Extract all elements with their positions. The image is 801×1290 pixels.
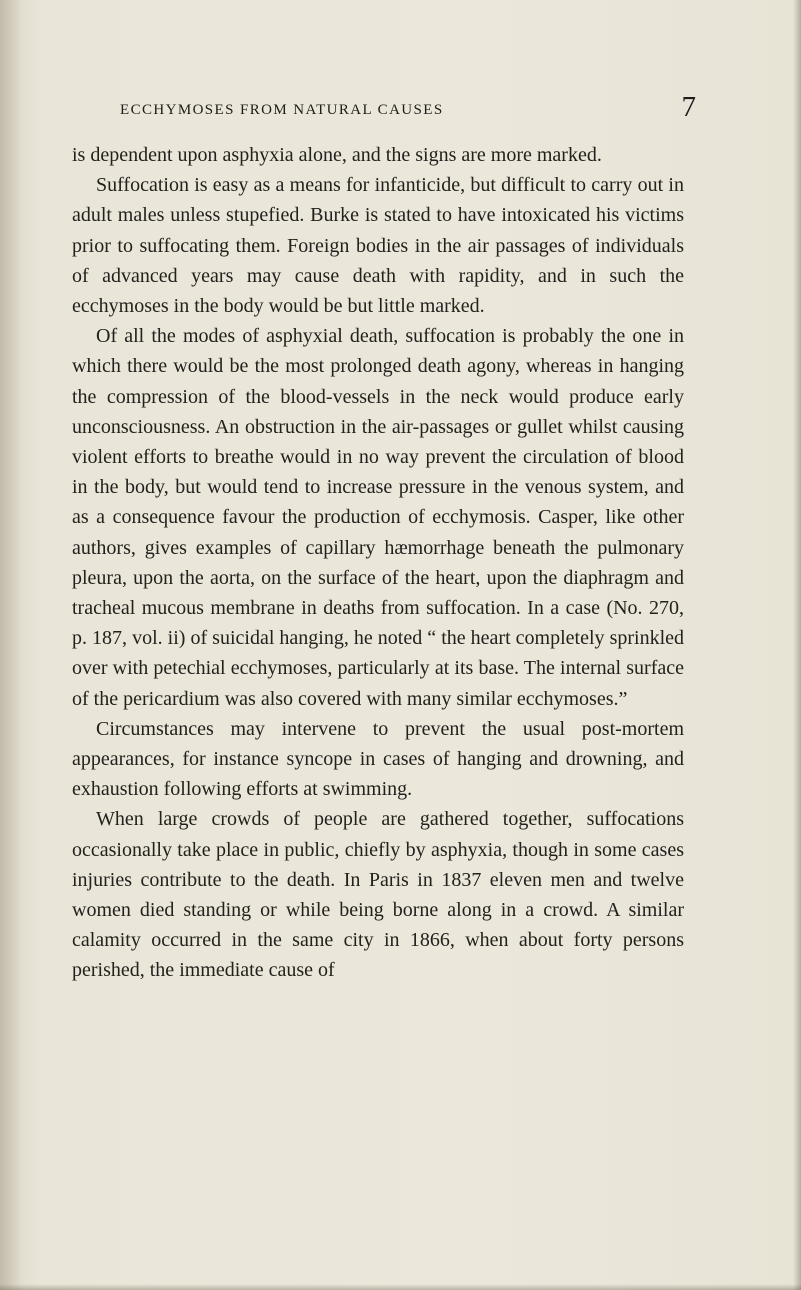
running-title: ECCHYMOSES FROM NATURAL CAUSES xyxy=(120,102,444,118)
paragraph-4: Circumstances may intervene to prevent the usual post-mortem appearances, for instance syncope in cases of hanging and drowning, and exhaustion following efforts at swimming. xyxy=(72,717,684,801)
page-number: 7 xyxy=(681,91,696,123)
paragraph-5: When large crowds of people are gathered together, suffocations occasionally take place in public, chiefly by asphyxia, though in some cases injuries contribute to the death. In Paris in 1837 eleven men and twelve women died standing or while being borne along in a crowd. A similar calamity occurred in the same city in 1866, when about forty persons perished, the immediate cause of xyxy=(72,808,684,982)
paragraph-2: Suffocation is easy as a means for infanticide, but difficult to carry out in adult males unless stupefied. Burke is stated to have intoxicated his victims prior to suffocating them. Foreign bodies in the air passages of individuals of advanced years may cause death with rapidity, and in such the ecchymoses in the body would be but little marked. xyxy=(72,174,684,318)
body-text xyxy=(72,140,684,986)
paragraph-3: Of all the modes of asphyxial death, suffocation is probably the one in which there would be the most prolonged death agony, whereas in hanging the compression of the blood-vessels in the neck would produce early unconsciousness. An obstruction in the air-passages or gullet whilst causing violent efforts to breathe would in no way prevent the circulation of blood in the body, but would tend to increase pressure in the venous system, and as a consequence favour the production of ecchymosis. Casper, like other authors, gives examples of capillary hæmorrhage beneath the pulmonary pleura, upon the aorta, on the surface of the heart, upon the diaphragm and tracheal mucous membrane in deaths from suffocation. In a case (No. 270, p. 187, vol. ii) of suicidal hanging, he noted “ the heart completely sprinkled over with petechial ecchymoses, particularly at its base. The internal surface of the pericardium was also covered with many similar ecchymoses.” xyxy=(72,325,684,710)
running-head xyxy=(72,90,696,124)
paragraph-1: is dependent upon asphyxia alone, and the signs are more marked. xyxy=(72,144,602,166)
page-right-edge xyxy=(793,0,801,1290)
page-gutter-shadow xyxy=(0,0,22,1290)
page-bottom-edge xyxy=(0,1284,801,1290)
